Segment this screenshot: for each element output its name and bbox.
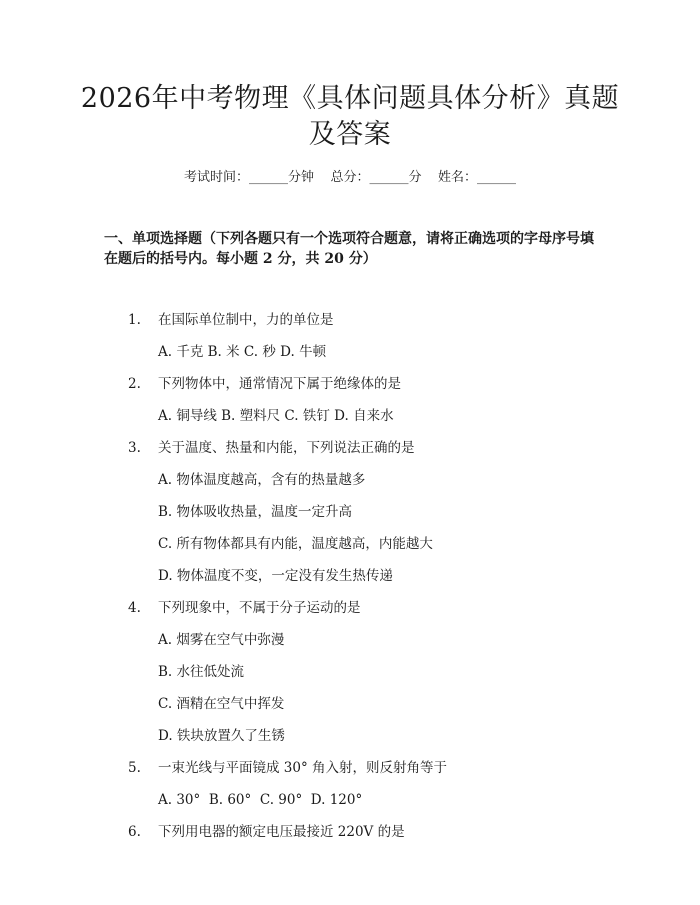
question-number: 3. [128,440,141,456]
question-options: A. 30° B. 60° C. 90° D. 120° [158,792,363,808]
exam-info-line: 考试时间：______分钟 总分：______分 姓名：______ [183,170,517,185]
question-text: 关于温度、热量和内能，下列说法正确的是 [158,440,415,456]
question-option-c: C. 酒精在空气中挥发 [158,696,285,712]
question-number: 5. [128,760,141,776]
question-text: 下列现象中，不属于分子运动的是 [158,600,361,616]
question-text: 一束光线与平面镜成 30° 角入射，则反射角等于 [158,760,448,776]
page-title-line1: 2026年中考物理《具体问题具体分析》真题 [80,83,620,114]
question-option-d: D. 物体温度不变，一定没有发生热传递 [158,568,393,584]
question-text: 在国际单位制中，力的单位是 [158,312,334,328]
question-option-d: D. 铁块放置久了生锈 [158,728,285,744]
question-option-b: B. 物体吸收热量，温度一定升高 [158,504,353,520]
question-number: 4. [128,600,141,616]
question-option-b: B. 水往低处流 [158,664,245,680]
question-options: A. 铜导线 B. 塑料尺 C. 铁钉 D. 自来水 [158,408,394,424]
question-option-c: C. 所有物体都具有内能，温度越高，内能越大 [158,536,433,552]
page-title-line2: 及答案 [308,119,392,150]
question-text: 下列用电器的额定电压最接近 220V 的是 [158,824,405,840]
question-text: 下列物体中，通常情况下属于绝缘体的是 [158,376,401,392]
section-heading-line2: 在题后的括号内。每小题 2 分，共 20 分） [104,251,377,267]
question-options: A. 千克 B. 米 C. 秒 D. 牛顿 [158,344,327,360]
question-number: 6. [128,824,141,840]
question-option-a: A. 烟雾在空气中弥漫 [158,632,285,648]
question-number: 1. [128,312,141,328]
question-option-a: A. 物体温度越高，含有的热量越多 [158,472,366,488]
section-heading-line1: 一、单项选择题（下列各题只有一个选项符合题意，请将正确选项的字母序号填 [104,231,594,247]
question-number: 2. [128,376,141,392]
